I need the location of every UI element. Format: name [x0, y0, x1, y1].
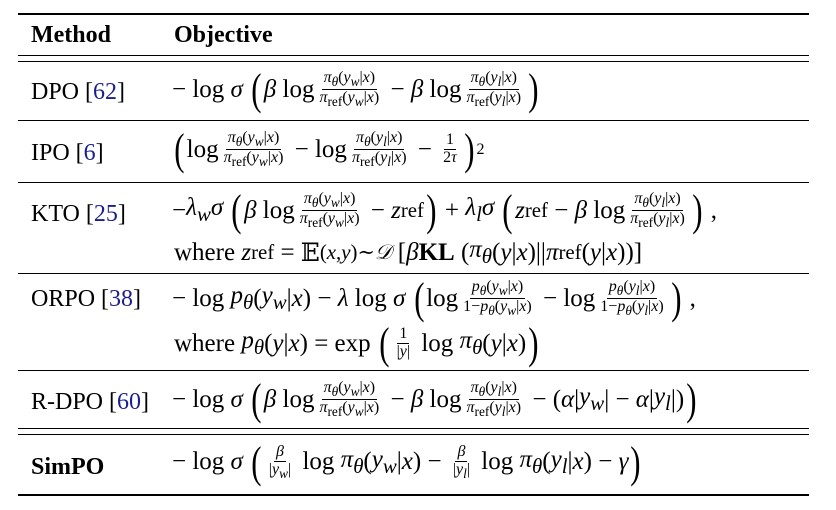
header-double-rule-2	[18, 61, 809, 62]
bottom-rule	[18, 494, 809, 496]
objective-ipo: ( log $\frac{\pi_\theta(y_w|x)}{\pi_{ref}(y_w|x)}$ − log $\frac{\pi_\theta(y_l|x)}{\pi_{ref}(y_l|x)}$ − $\frac{1}{2\tau}$ ) 2	[174, 125, 485, 175]
objective-r-dpo: − log σ ( β log $\frac{\pi_\theta(y_w|x)}{\pi_{ref}(y_w|x)}$ − β log $\frac{\pi_\theta(y_l|x)}{\pi_{ref}(y_l|x)}$ − ( α | $y_w$ | − α | $y_l$ |) )	[172, 375, 697, 425]
citation-link[interactable]: 25	[93, 201, 118, 227]
objective-orpo-line2: where $p_\theta$ ( y | x ) = exp ( $\frac{1}{|y|}$ log $\pi_\theta$ ( y | x ) )	[174, 319, 539, 368]
objective-kto-line1: − $\lambda_w\sigma$ ( β log $\frac{\pi_\theta(y_w|x)}{\pi_{ref}(y_w|x)}$ − z ref ) + $\lambda_l\sigma$ ( z ref − β log $\frac{\pi_\theta(y_l|x)}{\pi_{ref}(y_l|x)}$ ) ,	[172, 186, 718, 236]
objective-simpo: − log σ ( $\frac{\beta}{|y_w|}$ log $\pi_\theta$ ( $y_w$ | x ) − $\frac{\beta}{|y_l|}$ log $\pi_\theta$ ( $y_l$ | x ) − γ )	[172, 437, 641, 487]
method-kto: KTO [25]	[31, 201, 126, 227]
citation-link[interactable]: 62	[93, 79, 118, 105]
objective-dpo: − log σ ( β log $\frac{\pi_\theta(y_w|x)}{\pi_{ref}(y_w|x)}$ − β log $\frac{\pi_\theta(y_l|x)}{\pi_{ref}(y_l|x)}$ )	[172, 65, 539, 115]
citation-link[interactable]: 6	[83, 140, 96, 166]
row-rule-4	[18, 370, 809, 371]
row-rule-2	[18, 182, 809, 183]
header-method: Method	[31, 22, 111, 48]
method-ipo: IPO [6]	[31, 140, 104, 166]
method-orpo: ORPO [38]	[31, 286, 142, 312]
top-rule	[18, 13, 809, 15]
method-simpo: SimPO	[31, 454, 105, 480]
header-double-rule-1	[18, 55, 809, 56]
method-dpo: DPO [62]	[31, 79, 126, 105]
method-r-dpo: R-DPO [60]	[31, 389, 150, 415]
header-objective: Objective	[174, 22, 273, 48]
objective-kto-line2: where z ref = 𝔼 (x,y)∼𝒟 [ β KL ( $\pi_\theta$ ( y | x )|| π ref ( y | x ))]	[174, 236, 643, 268]
row-rule-1	[18, 120, 809, 121]
objective-orpo-line1: − log $p_\theta$ ( $y_w$ | x ) − λ log σ ( log $\frac{p_\theta(y_w|x)}{1-p_\theta(y_w|x)}$ − log $\frac{p_\theta(y_l|x)}{1-p_\theta(y_l|x)}$ ) ,	[172, 274, 696, 324]
citation-link[interactable]: 60	[117, 389, 142, 415]
simpo-double-rule-1	[18, 428, 809, 429]
simpo-double-rule-2	[18, 434, 809, 435]
citation-link[interactable]: 38	[109, 286, 134, 312]
